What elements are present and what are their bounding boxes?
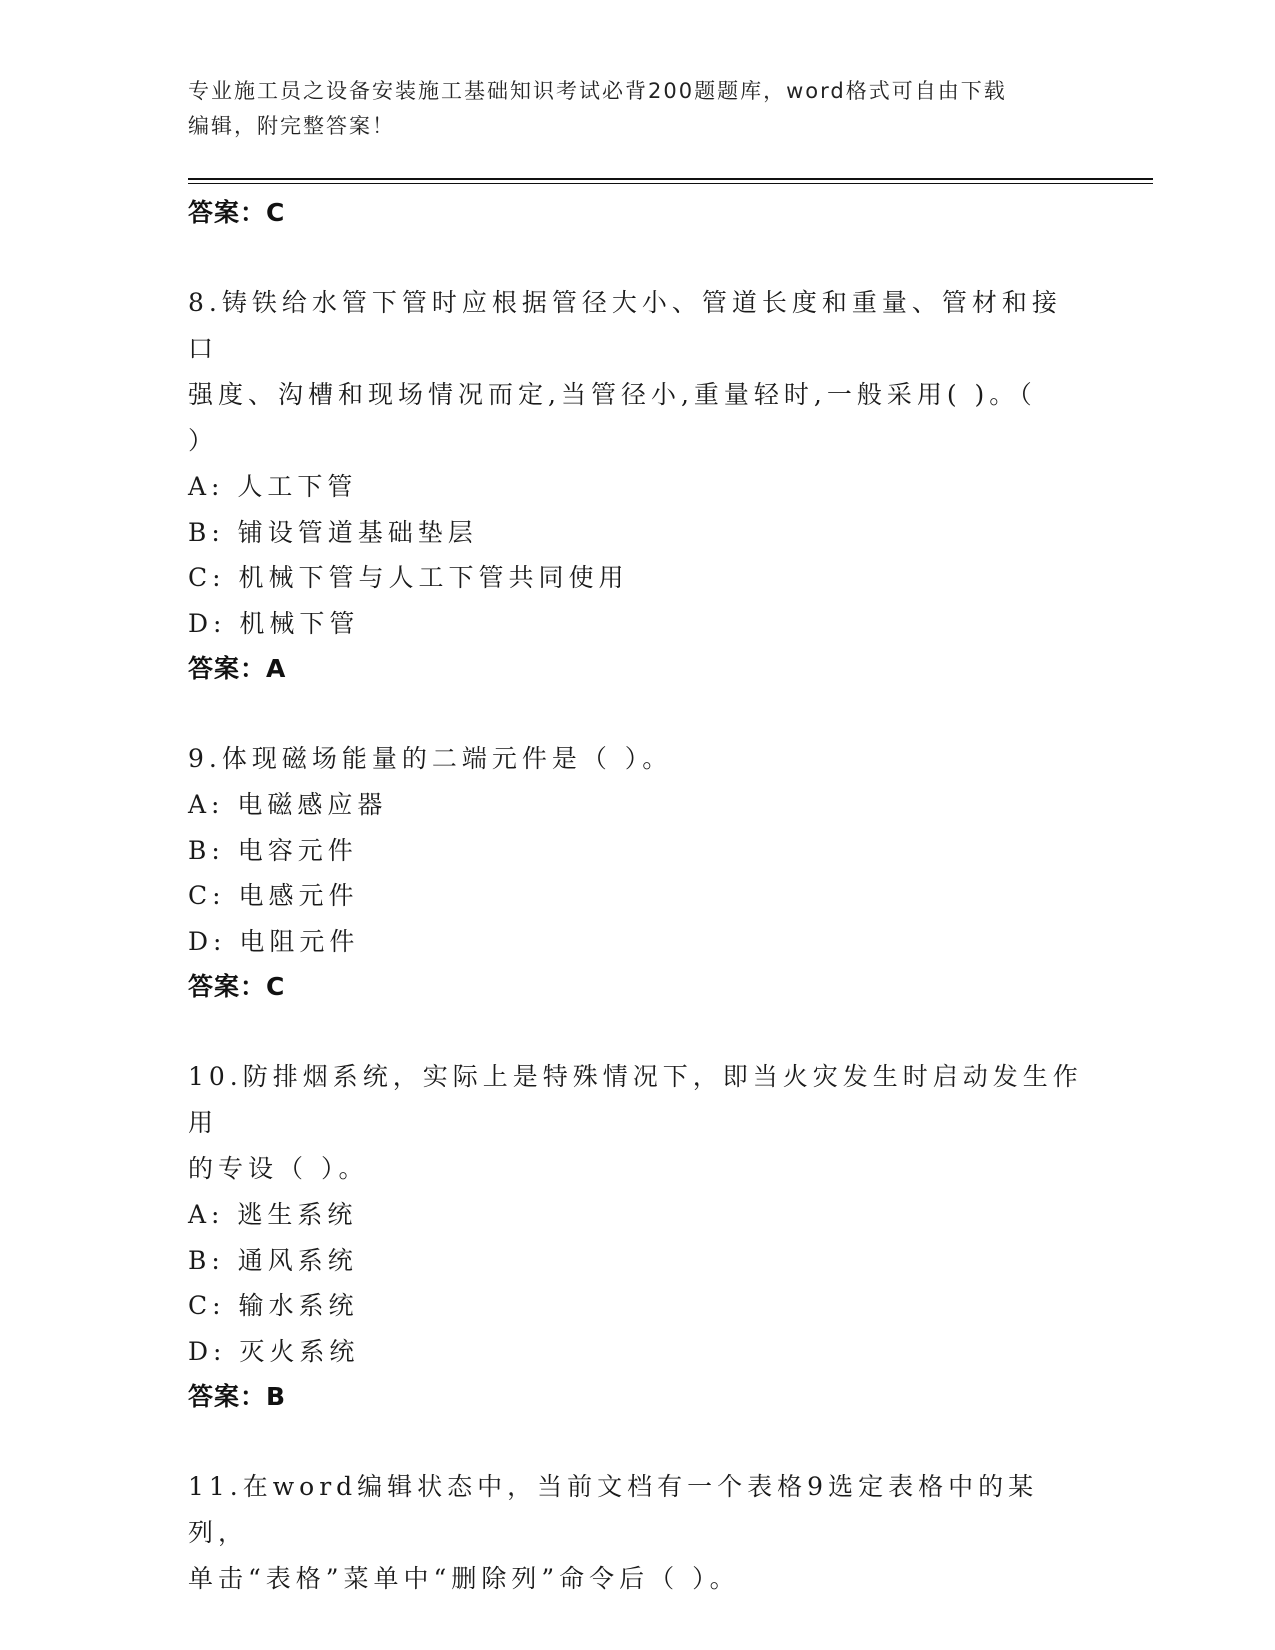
header-divider-thick [188,178,1153,180]
option-c: C: 输水系统 [188,1291,359,1320]
question-10 [188,1054,1088,1420]
answer: 答案：B [188,1382,287,1411]
answer: 答案：C [188,972,286,1001]
header-line-2: 编辑，附完整答案！ [188,114,395,138]
header-line-1: 专业施工员之设备安装施工基础知识考试必背200题题库，word格式可自由下载 [188,79,1007,103]
question-text-line: 强度、沟槽和现场情况而定,当管径小,重量轻时,一般采用( )。（ [188,380,1037,409]
option-a: A: 人工下管 [188,472,358,501]
question-9 [188,736,1088,1010]
question-text-line: 8.铸铁给水管下管时应根据管径大小、管道长度和重量、管材和接口 [188,288,1062,363]
answer-previous: 答案：C [188,198,286,227]
option-a: A: 电磁感应器 [188,790,388,819]
option-d: D: 电阻元件 [188,926,360,956]
document-header [188,74,1088,144]
question-text-line: 的专设（ ）。 [188,1154,369,1183]
option-b: B: 电容元件 [188,835,358,865]
option-c: C: 机械下管与人工下管共同使用 [188,563,629,592]
question-text-line: 11.在word编辑状态中，当前文档有一个表格9选定表格中的某列， [188,1472,1039,1547]
document-body [188,188,1088,1602]
option-c: C: 电感元件 [188,881,359,910]
option-b: B: 通风系统 [188,1245,358,1275]
option-a: A: 逃生系统 [188,1200,358,1229]
question-text-line: 10.防排烟系统，实际上是特殊情况下，即当火灾发生时启动发生作用 [188,1062,1083,1137]
question-text-line: ） [188,426,219,455]
option-d: D: 灭火系统 [188,1336,360,1366]
header-divider-thin [188,183,1153,184]
answer: 答案：A [188,654,287,683]
option-b: B: 铺设管道基础垫层 [188,517,478,547]
question-text-line: 9.体现磁场能量的二端元件是（ ）。 [188,744,673,773]
question-11 [188,1464,1088,1602]
question-8 [188,280,1088,692]
option-d: D: 机械下管 [188,608,360,638]
question-text-line: 单击“表格”菜单中“删除列”命令后（ ）。 [188,1564,740,1593]
